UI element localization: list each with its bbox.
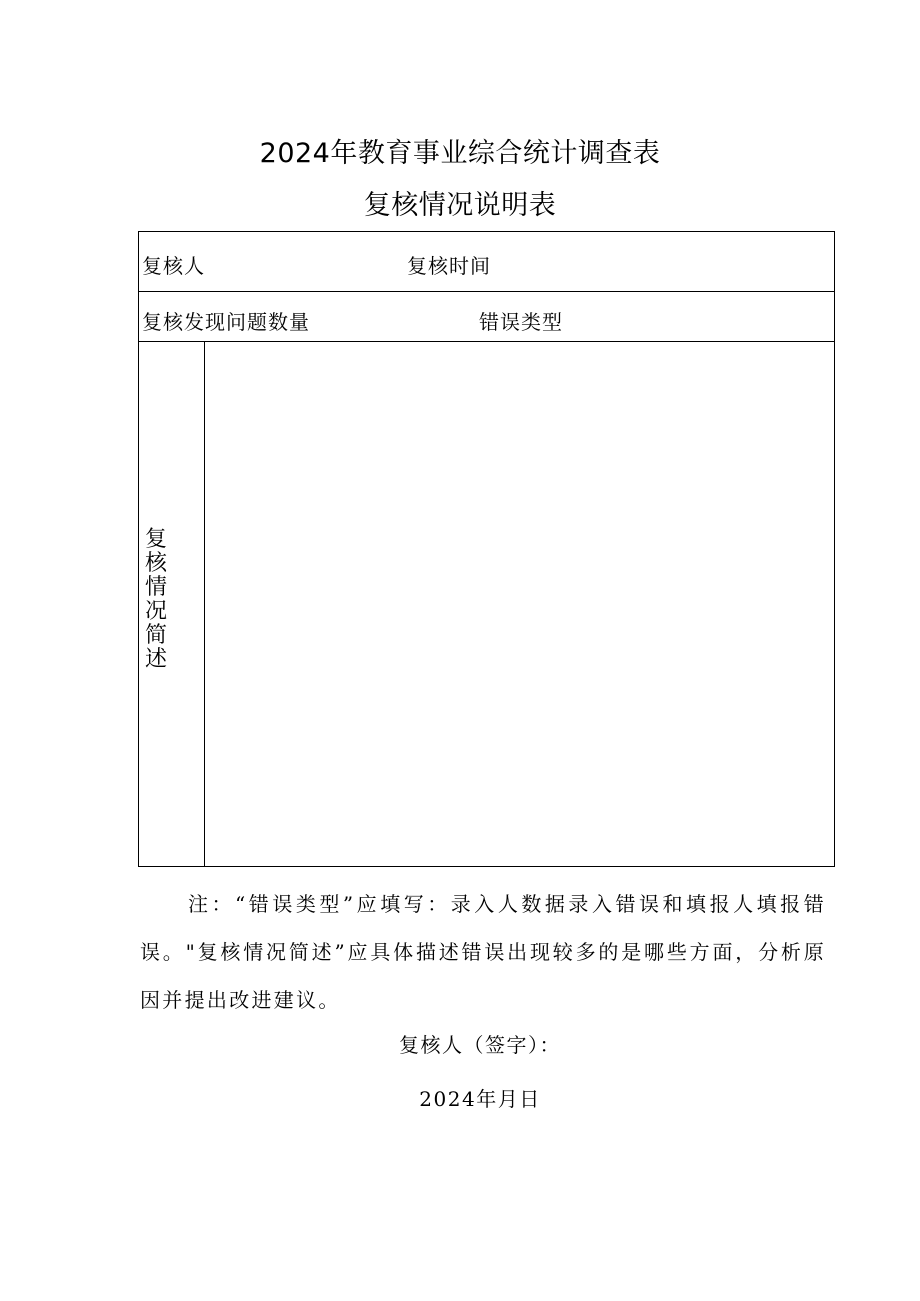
review-form-table	[138, 231, 835, 867]
summary-label-cell	[139, 342, 205, 866]
reviewer-label: 复核人	[142, 254, 205, 278]
instruction-note: 注：“错误类型”应填写：录入人数据录入错误和填报人填报错误。"复核情况简述”应具体描述错误出现较多的是哪些方面，分析原因并提出改进建议。	[140, 892, 826, 1012]
form-row-reviewer	[139, 232, 834, 292]
document-subtitle: 复核情况说明表	[363, 190, 557, 221]
summary-input-area[interactable]	[205, 342, 834, 866]
error-type-label: 错误类型	[479, 310, 563, 334]
form-row-summary	[139, 342, 834, 866]
summary-label: 复核情况简述	[144, 527, 167, 672]
signature-line: 复核人（签字）：	[399, 1033, 561, 1057]
date-line: 2024年月日	[419, 1087, 541, 1111]
review-time-label: 复核时间	[407, 254, 491, 278]
form-row-issues	[139, 292, 834, 342]
document-title: 2024年教育事业综合统计调查表	[259, 138, 661, 169]
issue-count-label: 复核发现问题数量	[142, 310, 310, 334]
